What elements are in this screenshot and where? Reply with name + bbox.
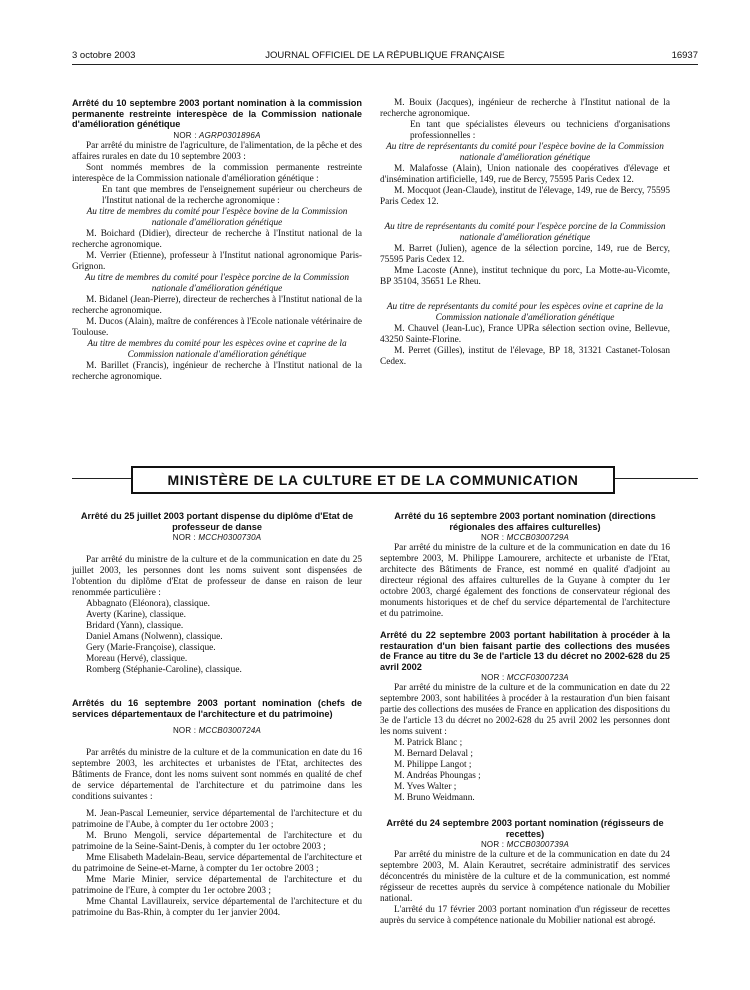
name-entry: M. Andréas Phoungas ; xyxy=(394,771,481,781)
member-entry: M. Bouix (Jacques), ingénieur de recherche à l'Institut national de la recherche agronomique. xyxy=(380,98,670,119)
member-entry: M. Barillet (Francis), ingénieur de recherche à l'Institut national de la recherche agronomique. xyxy=(72,360,362,382)
nor-reference: NOR : MCCH0300730A xyxy=(172,533,262,542)
name-entry: M. Patrick Blanc ; xyxy=(394,738,463,748)
italic-heading: Au titre de membres du comité pour les espèces ovine et caprine de la Commission nationale d'amélioration génétique xyxy=(87,338,347,360)
member-entry: M. Chauvel (Jean-Luc), France UPRa sélection section ovine, Bellevue, 43250 Sainte-Florine. xyxy=(380,324,670,345)
paragraph: Par arrêté du ministre de l'agriculture, de l'alimentation, de la pêche et des affaires rurales en date du 10 septembre 2003 : xyxy=(72,140,362,162)
column-4 xyxy=(380,511,670,927)
paragraph: Sont nommés membres de la commission permanente restreinte interespèce de la Commission nationale d'amélioration génétique : xyxy=(72,162,362,184)
column-3 xyxy=(72,511,362,919)
name-entry: Daniel Amans (Nolwenn), classique. xyxy=(86,632,223,642)
column-1 xyxy=(72,98,362,383)
names-list xyxy=(380,738,670,804)
member-entry: M. Barret (Julien), agence de la sélection porcine, 149, rue de Bercy, 75595 Paris Cedex 12. xyxy=(380,244,670,265)
paragraph: Par arrêté du ministre de la culture et de la communication en date du 22 septembre 2003, sont habilitées à procéder à la restauration d'un bien faisant partie des collections des musées de France en application des dispositions du 3e de l'article 13 du décret no 2002-628 du 25 avril 2002 les personnes dont les noms suivent : xyxy=(380,683,670,737)
decree-title: Arrêté du 22 septembre 2003 portant habilitation à procéder à la restauration d'un bien faisant partie des collections des musées de France au titre du 3e de l'article 13 du décret no 2002-628 du 25 avril 2002 xyxy=(380,630,670,672)
paragraph: Par arrêté du ministre de la culture et de la communication en date du 25 juillet 2003, les personnes dont les noms suivent sont dispensées de l'obtention du diplôme d'Etat de professeur de danse en raison de leur renommée particulière : xyxy=(72,555,362,598)
italic-heading: Au titre de représentants du comité pour l'espèce bovine de la Commission nationale d'amélioration génétique xyxy=(386,142,664,163)
member-entry: M. Mocquot (Jean-Claude), institut de l'élevage, 149, rue de Bercy, 75595 Paris Cedex 12. xyxy=(380,186,670,207)
italic-heading: Au titre de membres du comité pour l'espèce porcine de la Commission nationale d'amélioration génétique xyxy=(84,272,350,294)
member-entry: M. Bidanel (Jean-Pierre), directeur de recherches à l'Institut national de la recherche agronomique. xyxy=(72,294,362,316)
name-entry: M. Bernard Delaval ; xyxy=(394,749,473,759)
nor-reference: NOR : MCCB0300724A xyxy=(172,726,262,735)
name-entry: Moreau (Hervé), classique. xyxy=(86,654,188,664)
nor-reference: NOR : MCCF0300723A xyxy=(481,673,569,682)
appointment-entry: Mme Elisabeth Madelain-Beau, service départemental de l'architecture et du patrimoine de Seine-et-Marne, à compter du 1er octobre 2003 ; xyxy=(72,853,362,874)
appointment-entry: Mme Marie Minier, service départemental de l'architecture et du patrimoine de l'Eure, à compter du 1er octobre 2003 ; xyxy=(72,875,362,896)
nor-reference: NOR : MCCB0300729A xyxy=(480,533,570,542)
member-entry: Mme Lacoste (Anne), institut technique du porc, La Motte-au-Vicomte, BP 35104, 35651 Le Rheu. xyxy=(380,266,670,287)
italic-heading: Au titre de représentants du comité pour les espèces ovine et caprine de la Commission nationale d'amélioration génétique xyxy=(386,302,664,323)
member-entry: M. Ducos (Alain), maître de conférences à l'Ecole nationale vétérinaire de Toulouse. xyxy=(72,316,362,338)
decree-title: Arrêté du 25 juillet 2003 portant dispense du diplôme d'Etat de professeur de danse xyxy=(80,511,354,532)
member-entry: M. Verrier (Etienne), professeur à l'Institut national agronomique Paris-Grignon. xyxy=(72,250,362,272)
paragraph: Par arrêté du ministre de la culture et de la communication en date du 16 septembre 2003, M. Philippe Lamourere, architecte et urbaniste de l'Etat, architecte des Bâtiments de France, est nommé en qualité d'adjoint au directeur régional des affaires culturelles de la Guyane à compter du 1er octobre 2003, chargé également des fonctions de conservateur régional des monuments historiques et de chef du service départemental de l'architecture et du patrimoine. xyxy=(380,543,670,619)
issue-date: 3 octobre 2003 xyxy=(72,50,136,61)
paragraph: Par arrêtés du ministre de la culture et de la communication en date du 16 septembre 2003, les architectes et urbanistes de l'Etat, architectes des Bâtiments de France, dont les noms suivent sont nommés en qualité de chef de service départemental de l'architecture et du patrimoine dans les conditions suivantes : xyxy=(72,748,362,802)
name-entry: Bridard (Yann), classique. xyxy=(86,621,184,631)
decree-title: Arrêté du 24 septembre 2003 portant nomination (régisseurs de recettes) xyxy=(386,818,664,839)
appointment-entry: M. Jean-Pascal Lemeunier, service départemental de l'architecture et du patrimoine de l'Aube, à compter du 1er octobre 2003 ; xyxy=(72,809,362,830)
name-entry: M. Bruno Weidmann. xyxy=(394,793,475,803)
header-rule xyxy=(72,64,698,65)
appointment-entry: Mme Chantal Lavillaureix, service départemental de l'architecture et du patrimoine du Bas-Rhin, à compter du 1er janvier 2004. xyxy=(72,897,362,918)
name-entry: Abbagnato (Eléonora), classique. xyxy=(86,599,210,609)
paragraph: L'arrêté du 17 février 2003 portant nomination d'un régisseur de recettes auprès du service à compétence nationale du Mobilier national est abrogé. xyxy=(380,905,670,926)
italic-heading: Au titre de représentants du comité pour l'espèce porcine de la Commission nationale d'amélioration génétique xyxy=(384,222,666,243)
name-entry: M. Philippe Langot ; xyxy=(394,760,472,770)
name-entry: M. Yves Walter ; xyxy=(394,782,457,792)
indented-paragraph: En tant que spécialistes éleveurs ou techniciens d'organisations professionnelles : xyxy=(410,120,670,141)
name-entry: Averty (Karine), classique. xyxy=(86,610,186,620)
appointment-entry: M. Bruno Mengoli, service départemental de l'architecture et du patrimoine de la Seine-Saint-Denis, à compter du 1er octobre 2003 ; xyxy=(72,831,362,852)
indented-paragraph: En tant que membres de l'enseignement supérieur ou chercheurs de l'Institut national de la recherche agronomique : xyxy=(102,184,362,206)
decree-title: Arrêtés du 16 septembre 2003 portant nomination (chefs de services départementaux de l'architecture et du patrimoine) xyxy=(72,698,362,719)
column-2 xyxy=(380,98,670,368)
decree-title: Arrêté du 10 septembre 2003 portant nomination à la commission permanente restreinte interespèce de la Commission nationale d'amélioration génétique xyxy=(72,98,362,129)
member-entry: M. Boichard (Didier), directeur de recherche à l'Institut national de la recherche agronomique. xyxy=(72,228,362,250)
decree-title: Arrêté du 16 septembre 2003 portant nomination (directions régionales des affaires culturelles) xyxy=(394,511,656,532)
paragraph: Par arrêté du ministre de la culture et de la communication en date du 24 septembre 2003, M. Alain Kerautret, secrétaire administratif des services déconcentrés du ministère de la culture et de la communication, est nommé régisseur de recettes auprès du service à compétence nationale du Mobilier national. xyxy=(380,850,670,904)
member-entry: M. Perret (Gilles), institut de l'élevage, BP 18, 31321 Castanet-Tolosan Cedex. xyxy=(380,346,670,367)
name-entry: Romberg (Stéphanie-Caroline), classique. xyxy=(86,665,242,675)
italic-heading: Au titre de membres du comité pour l'espèce bovine de la Commission nationale d'amélioration génétique xyxy=(86,206,348,228)
member-entry: M. Malafosse (Alain), Union nationale des coopératives d'élevage et d'insémination artificielle, 149, rue de Bercy, 75595 Paris Cedex 12. xyxy=(380,164,670,185)
journal-title: JOURNAL OFFICIEL DE LA RÉPUBLIQUE FRANÇAISE xyxy=(265,50,505,61)
names-list xyxy=(72,599,362,676)
ministry-banner: MINISTÈRE DE LA CULTURE ET DE LA COMMUNICATION xyxy=(131,466,615,494)
name-entry: Gery (Marie-Françoise), classique. xyxy=(86,643,216,653)
page-number: 16937 xyxy=(671,50,698,61)
nor-reference: NOR : MCCB0300739A xyxy=(480,840,570,849)
nor-reference: NOR : AGRP0301896A xyxy=(173,130,261,140)
